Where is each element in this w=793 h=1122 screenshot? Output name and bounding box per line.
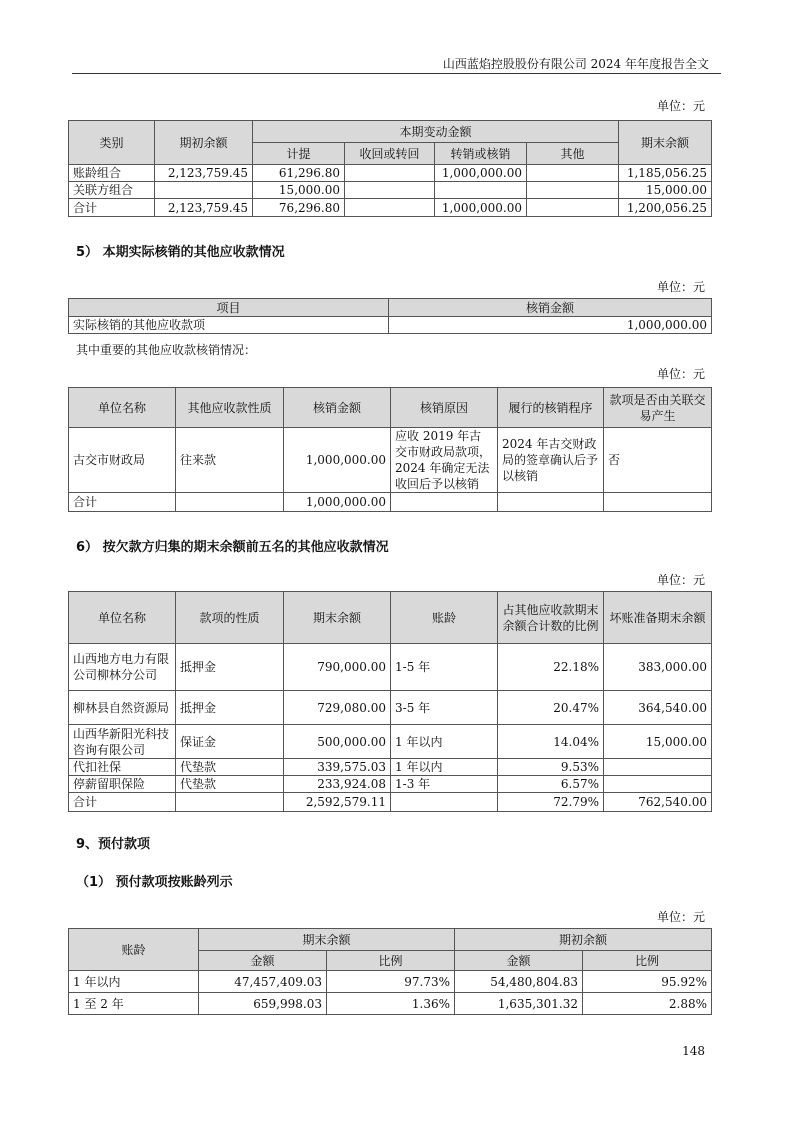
col-category: 类别 (69, 121, 155, 165)
cell (345, 199, 435, 217)
unit-label: 单位：元 (656, 367, 705, 381)
table-row (69, 759, 712, 776)
cell: 关联方组合 (69, 182, 155, 199)
cell: 72.79% (498, 793, 604, 812)
col-aging: 账龄 (391, 592, 498, 644)
cell: 合计 (69, 493, 176, 512)
unit-label: 单位：元 (656, 573, 705, 587)
col-nature: 款项的性质 (176, 592, 284, 644)
cell: 代垫款 (176, 759, 284, 776)
table-row (69, 725, 712, 759)
col-related-party: 款项是否由关联交易产生 (604, 388, 712, 428)
col-accrue: 计提 (253, 143, 345, 165)
cell: 2,592,579.11 (284, 793, 391, 812)
cell: 1 年以内 (69, 971, 199, 993)
cell: 停薪留职保险 (69, 776, 176, 793)
cell: 339,575.03 (284, 759, 391, 776)
writeoff-detail-table (68, 387, 712, 512)
cell: 1,185,056.25 (619, 165, 712, 182)
col-ratio: 占其他应收款期末余额合计数的比例 (498, 592, 604, 644)
cell: 古交市财政局 (69, 428, 176, 493)
table-row (69, 317, 712, 334)
col-procedure: 履行的核销程序 (498, 388, 604, 428)
col-closing-amount: 金额 (199, 951, 327, 971)
cell (391, 793, 498, 812)
col-nature: 其他应收款性质 (176, 388, 284, 428)
col-writeoff-amount: 核销金额 (389, 299, 712, 317)
table-row (69, 971, 712, 993)
bad-debt-change-table (68, 120, 712, 217)
cell: 22.18% (498, 644, 604, 691)
cell: 1,635,301.32 (455, 993, 583, 1015)
cell: 2024 年古交财政局的签章确认后予以核销 (498, 428, 604, 493)
cell (435, 182, 527, 199)
cell: 76,296.80 (253, 199, 345, 217)
table-row (69, 776, 712, 793)
col-unit-name: 单位名称 (69, 388, 176, 428)
table-row (69, 182, 712, 199)
cell: 1,000,000.00 (435, 199, 527, 217)
cell: 659,998.03 (199, 993, 327, 1015)
cell: 1 年以内 (391, 725, 498, 759)
cell: 15,000.00 (604, 725, 712, 759)
cell (391, 493, 498, 512)
top-five-debtors-table (68, 591, 712, 812)
cell: 1 至 2 年 (69, 993, 199, 1015)
cell: 账龄组合 (69, 165, 155, 182)
table-row (69, 793, 712, 812)
cell: 否 (604, 428, 712, 493)
col-closing: 期末余额 (284, 592, 391, 644)
cell: 95.92% (583, 971, 712, 993)
cell: 500,000.00 (284, 725, 391, 759)
cell (527, 165, 619, 182)
cell (604, 759, 712, 776)
cell: 20.47% (498, 691, 604, 725)
section-heading-9: 9、预付款项 (76, 837, 151, 852)
cell (176, 493, 284, 512)
cell: 2,123,759.45 (155, 165, 253, 182)
cell: 应收 2019 年古交市财政局款项，2024 年确定无法收回后予以核销 (391, 428, 498, 493)
cell: 抵押金 (176, 644, 284, 691)
cell (345, 165, 435, 182)
unit-label: 单位：元 (656, 99, 705, 113)
cell: 233,924.08 (284, 776, 391, 793)
cell: 47,457,409.03 (199, 971, 327, 993)
col-writeoff: 转销或核销 (435, 143, 527, 165)
cell: 2,123,759.45 (155, 199, 253, 217)
cell: 97.73% (327, 971, 455, 993)
cell (155, 182, 253, 199)
writeoff-summary-table (68, 298, 712, 334)
col-change: 本期变动金额 (253, 121, 619, 143)
cell (604, 776, 712, 793)
cell: 15,000.00 (619, 182, 712, 199)
cell: 6.57% (498, 776, 604, 793)
col-unit-name: 单位名称 (69, 592, 176, 644)
col-closing-ratio: 比例 (327, 951, 455, 971)
cell: 实际核销的其他应收款项 (69, 317, 389, 334)
col-opening-amount: 金额 (455, 951, 583, 971)
cell: 9.53% (498, 759, 604, 776)
cell: 1,000,000.00 (435, 165, 527, 182)
cell: 山西华新阳光科技咨询有限公司 (69, 725, 176, 759)
col-opening-ratio: 比例 (583, 951, 712, 971)
cell (604, 493, 712, 512)
cell: 762,540.00 (604, 793, 712, 812)
col-closing: 期末余额 (199, 929, 455, 951)
col-provision: 坏账准备期末余额 (604, 592, 712, 644)
col-item: 项目 (69, 299, 389, 317)
cell: 1-3 年 (391, 776, 498, 793)
cell: 往来款 (176, 428, 284, 493)
cell: 1,000,000.00 (284, 428, 391, 493)
table-row (69, 644, 712, 691)
cell: 山西地方电力有限公司柳林分公司 (69, 644, 176, 691)
col-amount: 核销金额 (284, 388, 391, 428)
table-row (69, 691, 712, 725)
page-number: 148 (682, 1044, 705, 1058)
col-other: 其他 (527, 143, 619, 165)
table-row (69, 993, 712, 1015)
cell: 柳林县自然资源局 (69, 691, 176, 725)
section-heading-5: 5） 本期实际核销的其他应收款情况 (76, 245, 285, 260)
cell: 1.36% (327, 993, 455, 1015)
subsection-heading-9-1: （1） 预付款项按账龄列示 (76, 875, 233, 890)
table-row (69, 165, 712, 182)
cell (527, 182, 619, 199)
table-row (69, 428, 712, 493)
cell: 61,296.80 (253, 165, 345, 182)
col-closing: 期末余额 (619, 121, 712, 165)
report-header: 山西蓝焰控股股份有限公司 2024 年年度报告全文 (442, 57, 709, 71)
cell: 合计 (69, 199, 155, 217)
table-row (69, 493, 712, 512)
cell: 1,000,000.00 (284, 493, 391, 512)
cell: 1-5 年 (391, 644, 498, 691)
table-row (69, 199, 712, 217)
cell: 790,000.00 (284, 644, 391, 691)
cell: 保证金 (176, 725, 284, 759)
cell (345, 182, 435, 199)
header-rule (72, 73, 721, 74)
important-writeoff-note: 其中重要的其他应收款核销情况： (76, 343, 257, 357)
cell: 合计 (69, 793, 176, 812)
cell (498, 493, 604, 512)
cell: 2.88% (583, 993, 712, 1015)
section-heading-6: 6） 按欠款方归集的期末余额前五名的其他应收款情况 (76, 540, 389, 555)
unit-label: 单位：元 (656, 280, 705, 294)
col-opening: 期初余额 (155, 121, 253, 165)
col-reason: 核销原因 (391, 388, 498, 428)
cell: 代扣社保 (69, 759, 176, 776)
col-aging: 账龄 (69, 929, 199, 971)
cell: 15,000.00 (253, 182, 345, 199)
cell: 1,000,000.00 (389, 317, 712, 334)
cell (527, 199, 619, 217)
cell: 3-5 年 (391, 691, 498, 725)
cell: 364,540.00 (604, 691, 712, 725)
col-opening: 期初余额 (455, 929, 712, 951)
cell (176, 793, 284, 812)
unit-label: 单位：元 (656, 910, 705, 924)
cell: 1,200,056.25 (619, 199, 712, 217)
cell: 代垫款 (176, 776, 284, 793)
cell: 抵押金 (176, 691, 284, 725)
cell: 729,080.00 (284, 691, 391, 725)
prepayments-aging-table (68, 928, 712, 1015)
cell: 1 年以内 (391, 759, 498, 776)
cell: 54,480,804.83 (455, 971, 583, 993)
col-recover: 收回或转回 (345, 143, 435, 165)
cell: 383,000.00 (604, 644, 712, 691)
cell: 14.04% (498, 725, 604, 759)
